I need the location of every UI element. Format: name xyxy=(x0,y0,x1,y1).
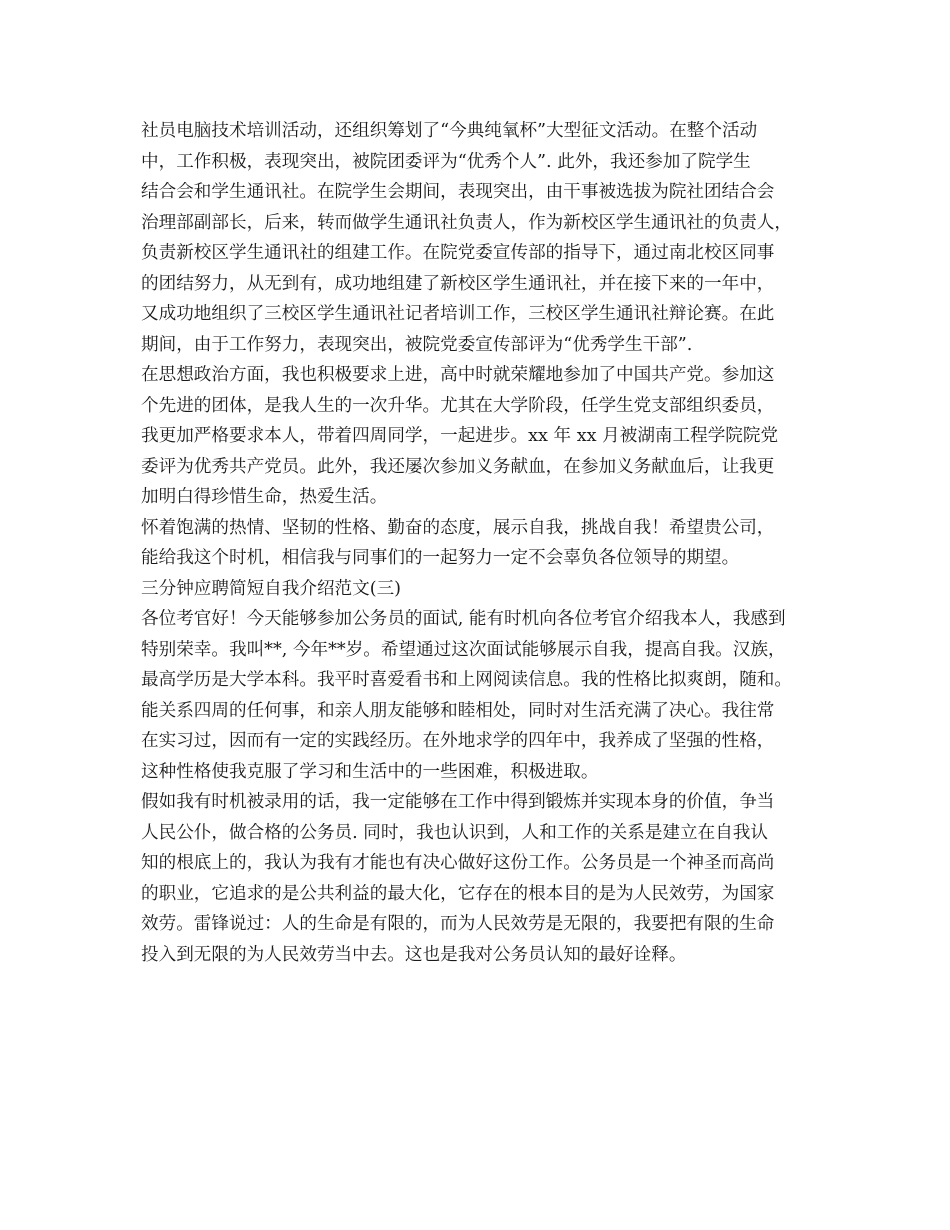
text-line: 社员电脑技术培训活动，还组织筹划了“今典纯氧杯”大型征文活动。在整个活动 xyxy=(141,121,758,141)
text-line: 能给我这个时机，相信我与同事们的一起努力一定不会辜负各位领导的期望。 xyxy=(141,548,740,568)
text-line: 的职业，它追求的是公共利益的最大化，它存在的根本目的是为人民效劳，为国家 xyxy=(141,883,775,904)
text-line: 治理部副部长，后来，转而做学生通讯社负责人，作为新校区学生通讯社的负责人， xyxy=(141,212,792,233)
text-line: 能关系四周的任何事，和亲人朋友能够和睦相处，同时对生活充满了决心。我往常 xyxy=(141,700,775,721)
text-line: 效劳。雷锋说过：人的生命是有限的，而为人民效劳是无限的，我要把有限的生命 xyxy=(141,914,775,934)
text-line: 加明白得珍惜生命，热爱生活。 xyxy=(141,487,388,507)
section-heading: 三分钟应聘简短自我介绍范文(三) xyxy=(141,578,402,599)
text-line: 期间，由于工作努力，表现突出，被院党委宣传部评为“优秀学生干部”. xyxy=(141,334,693,355)
text-line: 人民公仆，做合格的公务员. 同时，我也认识到，人和工作的关系是建立在自我认 xyxy=(141,822,768,843)
text-line: 假如我有时机被录用的话，我一定能够在工作中得到锻炼并实现本身的价值，争当 xyxy=(141,792,775,812)
text-line: 怀着饱满的热情、坚韧的性格、勤奋的态度，展示自我，挑战自我！希望贵公司， xyxy=(141,517,775,538)
text-line: 这种性格使我克服了学习和生活中的一些困难，积极进取。 xyxy=(141,761,599,782)
text-line: 的团结努力，从无到有，成功地组建了新校区学生通讯社，并在接下来的一年中， xyxy=(141,273,775,294)
text-line: 投入到无限的为人民效劳当中去。这也是我对公务员认知的最好诠释。 xyxy=(141,944,687,965)
text-line: 又成功地组织了三校区学生通讯社记者培训工作，三校区学生通讯社辩论赛。在此 xyxy=(141,304,775,324)
text-line: 在实习过，因而有一定的实践经历。在外地求学的四年中，我养成了坚强的性格， xyxy=(141,731,775,751)
text-line: 在思想政治方面，我也积极要求上进，高中时就荣耀地参加了中国共产党。参加这 xyxy=(141,365,775,385)
text-line: 特别荣幸。我叫**, 今年**岁。希望通过这次面试能够展示自我，提高自我。汉族， xyxy=(141,639,786,660)
text-line: 知的根底上的，我认为我有才能也有决心做好这份工作。公务员是一个神圣而高尚 xyxy=(141,853,775,873)
text-line: 最高学历是大学本科。我平时喜爱看书和上网阅读信息。我的性格比拟爽朗，随和。 xyxy=(141,670,792,690)
document-body xyxy=(141,116,831,970)
text-line: 负责新校区学生通讯社的组建工作。在院党委宣传部的指导下，通过南北校区同事 xyxy=(141,243,775,263)
text-line: 个先进的团体，是我人生的一次升华。尤其在大学阶段，任学生党支部组织委员， xyxy=(141,395,775,416)
text-line: 结合会和学生通讯社。在院学生会期间，表现突出，由干事被选拔为院社团结合会 xyxy=(141,182,775,202)
text-line: 委评为优秀共产党员。此外，我还屡次参加义务献血，在参加义务献血后，让我更 xyxy=(141,456,775,477)
text-line: 我更加严格要求本人，带着四周同学，一起进步。xx 年 xx 月被湖南工程学院院党 xyxy=(141,426,779,446)
text-line: 各位考官好！今天能够参加公务员的面试, 能有时机向各位考官介绍我本人，我感到 xyxy=(141,609,786,629)
text-line: 中，工作积极，表现突出，被院团委评为“优秀个人”. 此外，我还参加了院学生 xyxy=(141,151,751,172)
